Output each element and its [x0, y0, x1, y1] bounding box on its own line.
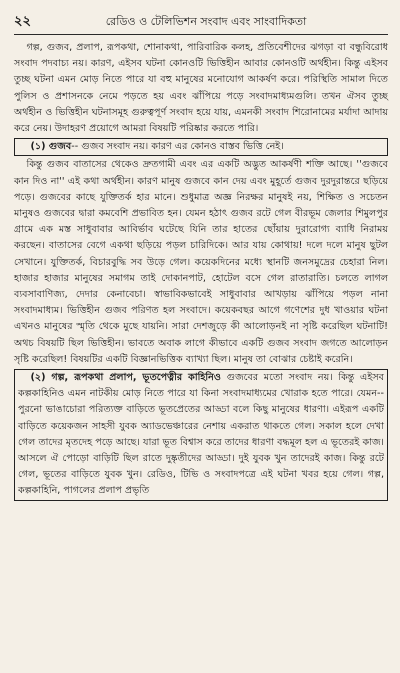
paragraph-rumour-body — [14, 157, 388, 368]
stories-heading-lead: (২) গল্প, রূপকথা প্রলাপ, ভূতপেত্নীর কাহিনিও — [30, 372, 221, 384]
rumour-heading-lead: (১) গুজব — [30, 141, 72, 153]
page-header — [14, 14, 388, 35]
running-title: রেডিও ও টেলিভিশন সংবাদ এবং সাংবাদিকতা — [105, 15, 307, 28]
page-number: ২২ — [14, 14, 31, 29]
paragraph-rumour-text: কিন্তু গুজব বাতাসের থেকেও দ্রুতগামী এবং এর একটি অদ্ভুত আকর্ষণী শক্তি আছে। ''গুজবে কান দিও না'' এই কথা অর্থহীন। কারণ মানুষ গুজবে কান দেয় এবং মুহূর্তে গুজব দুরদুরান্তরে ছড়িয়ে পড়ে। গুজবের কাছে যুক্তিতর্ক হার মানে। শুধুমাত্র অজ্ঞ নিরক্ষর মানুষই নয়, শিক্ষিত ও সচেতন মানুষও গুজবের দ্বারা কমবেশি প্রভাবিত হন। যেমন হঠাৎ গুজব রটে গেল বীরভূম জেলার শিমুলপুর গ্রামে এক মস্ত সাধুবাবার আবির্ভাব ঘটেছে যিনি তার হাতের ছোঁয়ায় দুরারোগ্য ব্যাধি নিরাময় করছেন। বাতাসের বেগে একথা ছড়িয়ে পড়ল চারিদিকে। আর যায় কোথায়! দলে দলে মানুষ ছুটল সেখানে। যুক্তিতর্ক, বিচারবুদ্ধি সব উড়ে গেল। কয়েকদিনের মধ্যে স্থানটি জনসমুদ্রের চেহারা নিল। হাজার হাজার মানুষের সমাগম তাই দোকানপাট, হোটেল বসে গেল রাতারাতি। চলতে লাগল ব্যবসাবাণিজ্য, দেদার কেনাবেচা। স্বাভাবিকভাবেই সাধুবাবার আখড়ায় ঝাঁপিয়ে পড়ল নানা সংবাদমাধ্যম। ভিত্তিহীন গুজব পরিণত হল সংবাদে। কয়েকবছর আগে গণেশের দুধ খাওয়ার ঘটনা এখনও মানুষের স্মৃতি থেকে মুছে যায়নি। সারা দেশজুড়ে কী আলোড়নই না সৃষ্টি করেছিল ঘটনাটি! অথচ বিষয়টি ছিল ভিত্তিহীন। ভাবতে অবাক লাগে কীভাবে একটি গুজব সংবাদ জগতে আলোড়ন সৃষ্টি করেছিল! বিষয়টির একটি বিজ্ঞানভিত্তিক ব্যাখ্যা ছিল। মানুষ তা বোঝার চেষ্টাই করেনি। — [14, 159, 388, 365]
rumour-heading-text: -- গুজব সংবাদ নয়। কারণ এর কোনও বাস্তব ভিত্তি নেই। — [71, 141, 284, 153]
paragraph-intro — [14, 40, 388, 137]
paragraph-stories-text: গুজবের মতো সংবাদ নয়। কিন্তু এইসব কল্পকাহিনিও এমন নাটকীয় মোড় নিতে পারে যা কিনা সংবাদমাধ্যমের খোরাক হতে পারে। যেমন-- পুরনো ভাঙাচোরা পরিত্যক্ত বাড়িতে ভূতপ্রেতের আড্ডা বলে কিছু মানুষের ধারণা। এইরূপ একটি বাড়িতে কয়েকজন সাহসী যুবক অ্যাডভেঞ্চারের নেশায় একরাত থাকতে গেল। সকাল হলে দেখা গেল তাদের মৃতদেহ পড়ে আছে। যারা ভূত বিশ্বাস করে তাদের ধারণা বদ্ধমূল হল এ ভূতেরই কাজ। আসলে ঐ পোড়ো বাড়িটি ছিল রাতে দুষ্কৃতীদের আড্ডা। দুই যুবক খুন তাদেরই কাজ। কিন্তু রটে গেল, ভূতের বাড়িতে যুবক খুন। রেডিও, টিভি ও সংবাদপত্রে এই ঘটনা খবর হয়ে গেল। গল্প, কল্পকাহিনি, পাগলের প্রলাপ প্রভৃতি — [18, 372, 384, 497]
paragraph-intro-text: গল্প, গুজব, প্রলাপ, রূপকথা, শোনাকথা, পারিবারিক কলহ, প্রতিবেশীদের ঝগড়া বা বন্ধুবিরোধ সংবাদ পদবাচ্য নয়। কারণ, এইসব ঘটনা কোনওটি ভিত্তিহীন আবার কোনওটি অর্থহীন। কিন্তু এইসব তুচ্ছ ঘটনা এমন মোড় নিতে পারে যা বহু মানুষের মনোযোগ আকর্ষণ করে। পরিস্থিতি সামাল দিতে পুলিস ও প্রশাসনকে নেমে পড়তে হয় এবং ঝাঁপিয়ে পড়ে সংবাদমাধ্যমগুলি। তখন ঐসব তুচ্ছ অর্থহীন ও ভিত্তিহীন ঘটনাসমূহ গুরুত্বপূর্ণ সংবাদ হয়ে যায়, এমনকী সংবাদ শিরোনামের মর্যাদা আদায় করে নেয়। উদাহরণ প্রয়োগে আমরা বিষয়টি পরিষ্কার করতে পারি। — [14, 42, 388, 135]
rumour-heading — [14, 138, 388, 156]
paragraph-stories — [14, 369, 388, 501]
